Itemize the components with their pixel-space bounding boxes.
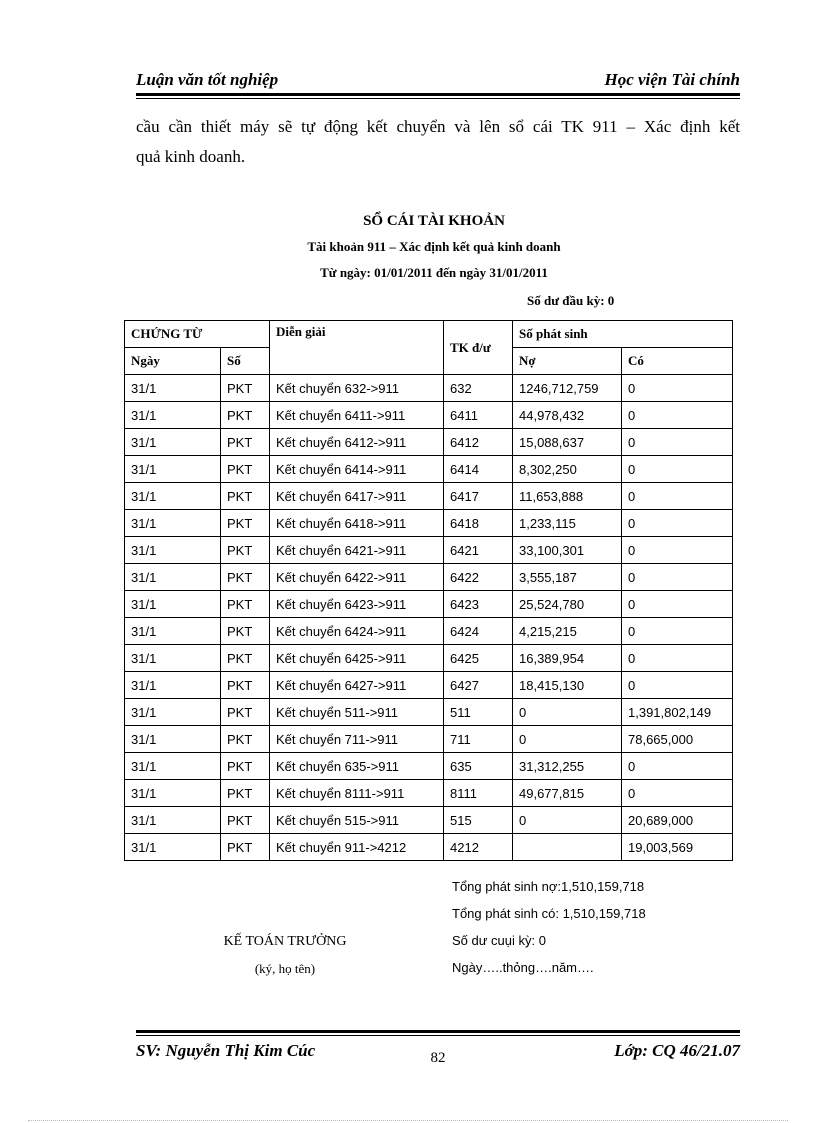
cell-date: 31/1 (125, 834, 221, 861)
header-date: Ngày (125, 348, 221, 375)
cell-description: Kết chuyển 6412->911 (270, 429, 444, 456)
cell-description: Kết chuyển 711->911 (270, 726, 444, 753)
cell-credit: 0 (622, 591, 733, 618)
table-row (125, 429, 733, 456)
cell-description: Kết chuyển 6425->911 (270, 645, 444, 672)
cell-description: Kết chuyển 635->911 (270, 753, 444, 780)
cell-date: 31/1 (125, 375, 221, 402)
table-row (125, 456, 733, 483)
cell-credit: 0 (622, 645, 733, 672)
cell-credit: 0 (622, 456, 733, 483)
table-row (125, 510, 733, 537)
header-description: Diễn giải (270, 321, 444, 375)
cell-voucher-number: PKT (221, 780, 270, 807)
signer-role: KẾ TOÁN TRƯỞNG (223, 934, 347, 949)
cell-date: 31/1 (125, 645, 221, 672)
table-row (125, 699, 733, 726)
table-row (125, 672, 733, 699)
cell-debit: 31,312,255 (513, 753, 622, 780)
cell-debit: 0 (513, 726, 622, 753)
cell-debit: 11,653,888 (513, 483, 622, 510)
table-row (125, 483, 733, 510)
cell-voucher-number: PKT (221, 510, 270, 537)
cell-credit: 0 (622, 483, 733, 510)
cell-date: 31/1 (125, 726, 221, 753)
footer-student: SV: Nguyễn Thị Kim Cúc (136, 1041, 316, 1060)
table-header-row (125, 321, 733, 348)
cell-date: 31/1 (125, 780, 221, 807)
cell-debit: 25,524,780 (513, 591, 622, 618)
cell-credit: 0 (622, 402, 733, 429)
cell-voucher-number: PKT (221, 456, 270, 483)
page-header (136, 68, 740, 94)
header-institution: Học viện Tài chính (604, 70, 740, 89)
cell-credit: 0 (622, 429, 733, 456)
cell-contra-account: 6418 (444, 510, 513, 537)
cell-credit: 0 (622, 618, 733, 645)
table-row (125, 780, 733, 807)
cell-date: 31/1 (125, 699, 221, 726)
ledger-body (125, 375, 733, 861)
cell-voucher-number: PKT (221, 402, 270, 429)
header-rule-thick (136, 93, 740, 96)
header-credit: Có (622, 348, 733, 375)
ledger-subtitle: Tài khoản 911 – Xác định kết quả kinh doanh (307, 239, 561, 254)
cell-voucher-number: PKT (221, 618, 270, 645)
opening-balance: Số dư đầu kỳ: 0 (527, 293, 615, 308)
cell-contra-account: 6421 (444, 537, 513, 564)
cell-contra-account: 6414 (444, 456, 513, 483)
cell-voucher-number: PKT (221, 375, 270, 402)
cell-contra-account: 632 (444, 375, 513, 402)
cell-description: Kết chuyển 511->911 (270, 699, 444, 726)
cell-contra-account: 4212 (444, 834, 513, 861)
cell-contra-account: 6423 (444, 591, 513, 618)
cell-credit: 1,391,802,149 (622, 699, 733, 726)
cell-debit: 49,677,815 (513, 780, 622, 807)
cell-description: Kết chuyển 6418->911 (270, 510, 444, 537)
cell-date: 31/1 (125, 402, 221, 429)
chief-accountant-signature (190, 928, 380, 982)
cell-debit: 44,978,432 (513, 402, 622, 429)
cell-description: Kết chuyển 6422->911 (270, 564, 444, 591)
total-debit: Tổng phát sinh nợ:1,510,159,718 (452, 879, 645, 894)
intro-line-1: cầu cần thiết máy sẽ tự động kết chuyển và lên sổ cái TK 911 – Xác định kết (136, 117, 740, 136)
cell-contra-account: 635 (444, 753, 513, 780)
cell-contra-account: 515 (444, 807, 513, 834)
cell-voucher-number: PKT (221, 726, 270, 753)
header-voucher: CHỨNG TỪ (125, 321, 270, 348)
ledger-period: Từ ngày: 01/01/2011 đến ngày 31/01/2011 (320, 265, 548, 280)
ledger-totals (452, 873, 646, 981)
cell-date: 31/1 (125, 672, 221, 699)
cell-voucher-number: PKT (221, 753, 270, 780)
cell-debit: 3,555,187 (513, 564, 622, 591)
closing-balance: Số dư cuụi kỳ: 0 (452, 933, 546, 948)
table-row (125, 834, 733, 861)
total-credit: Tổng phát sinh có: 1,510,159,718 (452, 906, 646, 921)
cell-date: 31/1 (125, 429, 221, 456)
cell-date: 31/1 (125, 456, 221, 483)
cell-credit: 0 (622, 780, 733, 807)
table-row (125, 591, 733, 618)
cell-date: 31/1 (125, 591, 221, 618)
cell-voucher-number: PKT (221, 699, 270, 726)
cell-voucher-number: PKT (221, 807, 270, 834)
header-thesis-label: Luận văn tốt nghiệp (136, 70, 279, 89)
cell-date: 31/1 (125, 753, 221, 780)
cell-date: 31/1 (125, 807, 221, 834)
cell-description: Kết chuyển 632->911 (270, 375, 444, 402)
cell-date: 31/1 (125, 618, 221, 645)
cell-debit: 0 (513, 699, 622, 726)
footer-rule-thick (136, 1030, 740, 1033)
cell-contra-account: 6425 (444, 645, 513, 672)
intro-paragraph (136, 112, 740, 172)
header-rule-thin (136, 98, 740, 99)
table-row (125, 375, 733, 402)
cell-credit: 0 (622, 753, 733, 780)
cell-date: 31/1 (125, 537, 221, 564)
cell-credit: 78,665,000 (622, 726, 733, 753)
cell-voucher-number: PKT (221, 429, 270, 456)
table-row (125, 402, 733, 429)
ledger-title-block (125, 208, 743, 286)
cell-debit: 16,389,954 (513, 645, 622, 672)
ledger-title: SỔ CÁI TÀI KHOẢN (363, 213, 505, 229)
cell-debit: 4,215,215 (513, 618, 622, 645)
cell-credit: 19,003,569 (622, 834, 733, 861)
cell-voucher-number: PKT (221, 483, 270, 510)
table-row (125, 564, 733, 591)
cell-voucher-number: PKT (221, 537, 270, 564)
cell-credit: 0 (622, 672, 733, 699)
page-footer (136, 1030, 740, 1070)
cell-description: Kết chuyển 6424->911 (270, 618, 444, 645)
cell-date: 31/1 (125, 564, 221, 591)
cell-description: Kết chuyển 6414->911 (270, 456, 444, 483)
cell-debit: 18,415,130 (513, 672, 622, 699)
cell-voucher-number: PKT (221, 834, 270, 861)
table-row (125, 537, 733, 564)
cell-description: Kết chuyển 6427->911 (270, 672, 444, 699)
cell-debit: 1246,712,759 (513, 375, 622, 402)
cell-credit: 0 (622, 537, 733, 564)
table-row (125, 726, 733, 753)
cell-contra-account: 6417 (444, 483, 513, 510)
cell-contra-account: 6427 (444, 672, 513, 699)
cell-debit (513, 834, 622, 861)
date-line: Ngày…..thỏng….năm…. (452, 960, 594, 975)
cell-date: 31/1 (125, 483, 221, 510)
cell-debit: 33,100,301 (513, 537, 622, 564)
signer-note: (ký, họ tên) (254, 961, 316, 976)
page-edge-divider (28, 1120, 788, 1121)
cell-date: 31/1 (125, 510, 221, 537)
cell-contra-account: 711 (444, 726, 513, 753)
footer-rule-thin (136, 1035, 740, 1036)
cell-voucher-number: PKT (221, 672, 270, 699)
cell-description: Kết chuyển 6421->911 (270, 537, 444, 564)
cell-contra-account: 6424 (444, 618, 513, 645)
cell-debit: 1,233,115 (513, 510, 622, 537)
cell-description: Kết chuyển 515->911 (270, 807, 444, 834)
page-number: 82 (430, 1050, 446, 1066)
cell-voucher-number: PKT (221, 564, 270, 591)
header-arising: Số phát sinh (513, 321, 733, 348)
cell-debit: 8,302,250 (513, 456, 622, 483)
cell-contra-account: 6412 (444, 429, 513, 456)
cell-description: Kết chuyển 6417->911 (270, 483, 444, 510)
cell-debit: 0 (513, 807, 622, 834)
cell-voucher-number: PKT (221, 645, 270, 672)
cell-contra-account: 8111 (444, 780, 513, 807)
table-row (125, 618, 733, 645)
cell-description: Kết chuyển 6411->911 (270, 402, 444, 429)
cell-contra-account: 511 (444, 699, 513, 726)
cell-credit: 20,689,000 (622, 807, 733, 834)
cell-contra-account: 6411 (444, 402, 513, 429)
cell-description: Kết chuyển 6423->911 (270, 591, 444, 618)
cell-credit: 0 (622, 510, 733, 537)
intro-line-2: quả kinh doanh. (136, 147, 246, 166)
ledger-table (124, 320, 733, 861)
cell-voucher-number: PKT (221, 591, 270, 618)
table-row (125, 645, 733, 672)
footer-class: Lớp: CQ 46/21.07 (614, 1041, 740, 1060)
header-contra-account: TK đ/ư (444, 321, 513, 375)
table-row (125, 807, 733, 834)
cell-credit: 0 (622, 375, 733, 402)
header-debit: Nợ (513, 348, 622, 375)
cell-credit: 0 (622, 564, 733, 591)
cell-contra-account: 6422 (444, 564, 513, 591)
table-row (125, 753, 733, 780)
cell-description: Kết chuyển 8111->911 (270, 780, 444, 807)
cell-description: Kết chuyển 911->4212 (270, 834, 444, 861)
header-number: Số (221, 348, 270, 375)
cell-debit: 15,088,637 (513, 429, 622, 456)
